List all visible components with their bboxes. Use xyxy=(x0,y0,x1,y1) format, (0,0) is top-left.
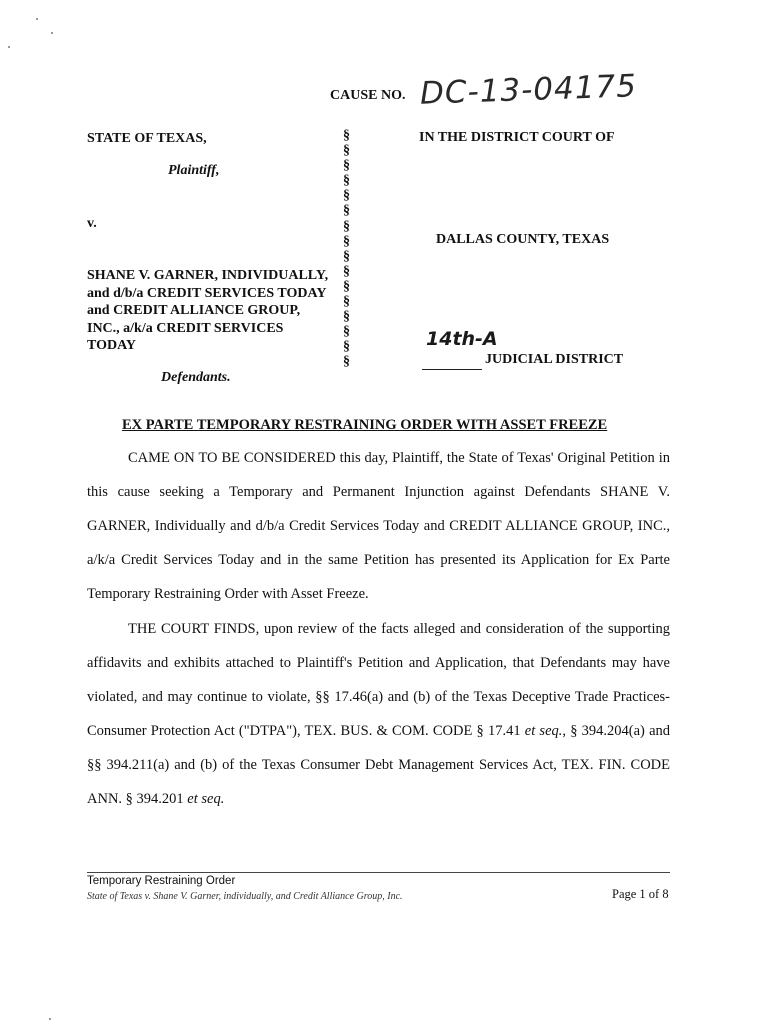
section-mark: § xyxy=(343,233,350,249)
footer-divider xyxy=(87,872,670,873)
paragraph-text: , § 394.204(a) and §§ 394.211(a) and (b) of the Texas Consumer Debt Management Services Act, TEX. FIN. CODE ANN. § 394.201 xyxy=(87,723,671,807)
paragraph-court-finds xyxy=(87,612,670,816)
defendant-line: TODAY xyxy=(87,338,137,353)
section-mark: § xyxy=(343,309,350,325)
section-mark: § xyxy=(343,158,350,174)
section-mark: § xyxy=(343,218,350,234)
footer-case-caption: State of Texas v. Shane V. Garner, individually, and Credit Alliance Group, Inc. xyxy=(87,891,403,902)
defendant-line: SHANE V. GARNER, INDIVIDUALLY, xyxy=(87,268,329,283)
court-name: IN THE DISTRICT COURT OF xyxy=(419,130,615,145)
et-seq: et seq. xyxy=(524,723,563,739)
section-mark: § xyxy=(343,354,350,370)
section-mark: § xyxy=(343,339,350,355)
section-mark: § xyxy=(343,143,350,159)
section-mark: § xyxy=(343,294,350,310)
defendant-names xyxy=(87,267,362,355)
scan-speck xyxy=(36,18,38,20)
cause-number-label: CAUSE NO. xyxy=(330,88,406,103)
paragraph-text: THE COURT FINDS, upon review of the facts alleged and consideration of the supporting affidavits and exhibits attached to Plaintiff's Petition and Application, that Defendants may have violated, and may continue to violate, §§ 17.46(a) and (b) of the Texas Deceptive Trade Practices-Consumer Protection Act ("DTPA"), TEX. BUS. & COM. CODE § 17.41 xyxy=(87,621,670,739)
defendants-role: Defendants. xyxy=(161,370,231,385)
section-mark: § xyxy=(343,173,350,189)
defendant-line: INC., a/k/a CREDIT SERVICES xyxy=(87,320,284,336)
paragraph-text: CAME ON TO BE CONSIDERED this day, Plaintiff, the State of Texas' Original Petition in this cause seeking a Temporary and Permanent Injunction against Defendants SHANE V. GARNER, Individually and d/b/a Credit Services Today and CREDIT ALLIANCE GROUP, INC., a/k/a Credit Services Today and in the same Petition has presented its Application for Ex Parte Temporary Restraining Order with Asset Freeze. xyxy=(87,450,670,602)
section-mark: § xyxy=(343,188,350,204)
scan-speck xyxy=(49,1018,51,1020)
footer-document-title: Temporary Restraining Order xyxy=(87,875,236,887)
section-mark: § xyxy=(343,278,350,294)
et-seq: et seq. xyxy=(187,791,225,807)
section-mark: § xyxy=(343,263,350,279)
defendant-line: and CREDIT ALLIANCE GROUP, xyxy=(87,303,301,318)
section-mark: § xyxy=(343,248,350,264)
plaintiff-name: STATE OF TEXAS, xyxy=(87,131,207,146)
scan-speck xyxy=(51,32,53,34)
section-mark: § xyxy=(343,324,350,340)
defendant-line: and d/b/a CREDIT SERVICES TODAY xyxy=(87,285,327,301)
plaintiff-role: Plaintiff, xyxy=(168,163,220,178)
district-blank-line xyxy=(422,369,482,370)
order-title: EX PARTE TEMPORARY RESTRAINING ORDER WITH ASSET FREEZE xyxy=(122,417,608,433)
handwritten-cause-number: DC-13-04175 xyxy=(419,68,638,112)
page-number: Page 1 of 8 xyxy=(612,887,669,901)
court-county: DALLAS COUNTY, TEXAS xyxy=(436,232,610,247)
section-mark: § xyxy=(343,203,350,219)
handwritten-district-number: 14th-A xyxy=(426,328,498,350)
versus: v. xyxy=(87,216,97,231)
section-mark: § xyxy=(343,128,350,143)
section-mark-column xyxy=(343,128,350,370)
scan-speck xyxy=(8,46,10,48)
paragraph-considered xyxy=(87,441,670,611)
judicial-district-label: JUDICIAL DISTRICT xyxy=(485,352,624,367)
